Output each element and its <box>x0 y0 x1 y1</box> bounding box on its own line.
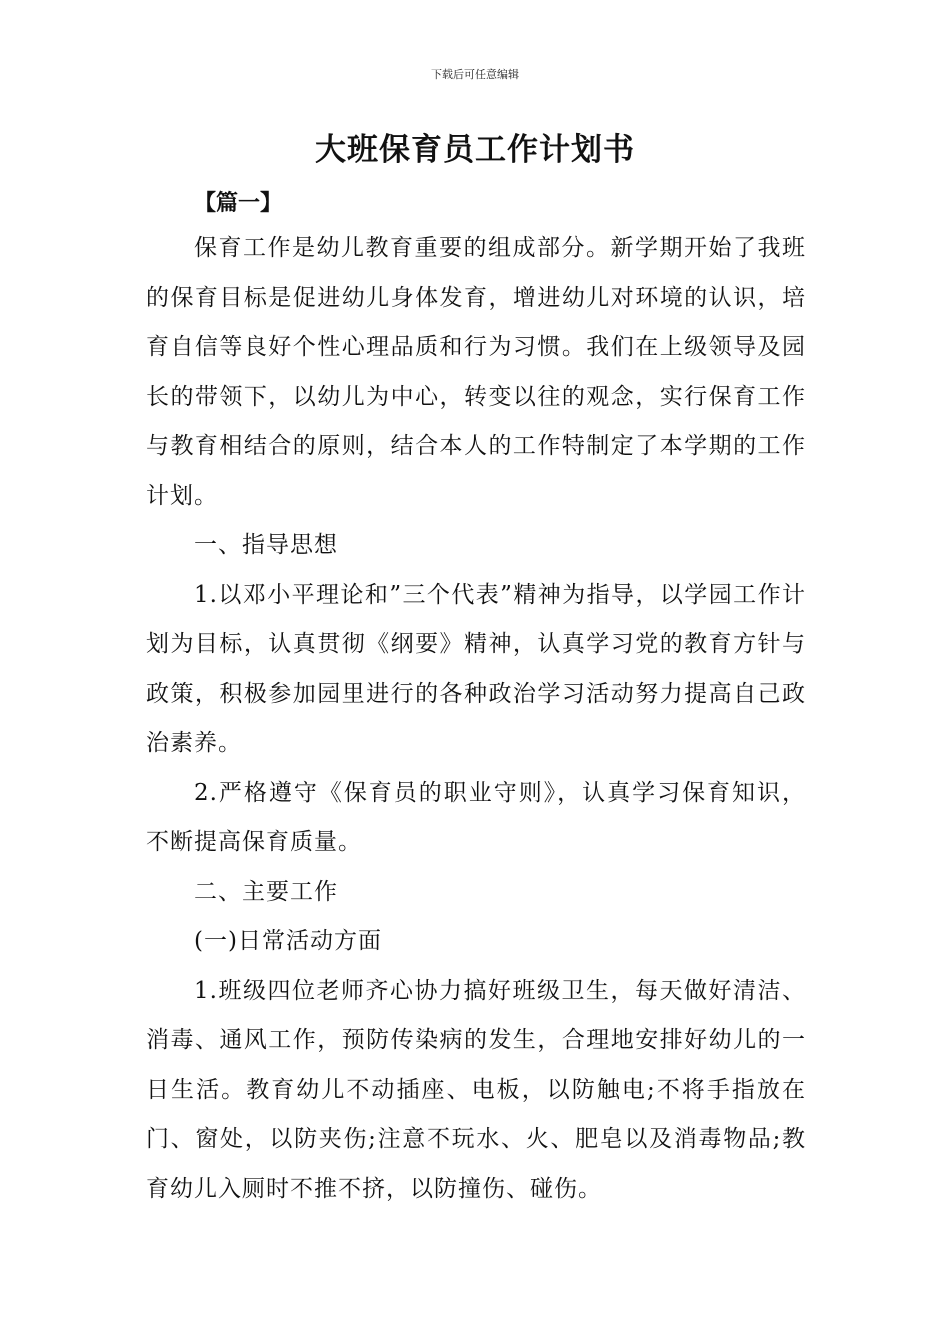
section-tag: 【篇一】 <box>194 190 283 216</box>
subheading-daily-activities: (一)日常活动方面 <box>194 928 382 954</box>
document-body <box>146 224 806 1214</box>
heading-guiding-thought: 一、指导思想 <box>194 532 338 558</box>
paragraph-intro: 保育工作是幼儿教育重要的组成部分。新学期开始了我班的保育目标是促进幼儿身体发育，增进幼儿对环境的认识，培育自信等良好个性心理品质和行为习惯。我们在上级领导及园长的带领下，以幼儿为中心，转变以往的观念，实行保育工作与教育相结合的原则，结合本人的工作特制定了本学期的工作计划。 <box>146 235 806 509</box>
paragraph-daily-1: 1.班级四位老师齐心协力搞好班级卫生，每天做好清洁、消毒、通风工作，预防传染病的发生，合理地安排好幼儿的一日生活。教育幼儿不动插座、电板，以防触电;不将手指放在门、窗处，以防夹伤;注意不玩水、火、肥皂以及消毒物品;教育幼儿入厕时不推不挤，以防撞伤、碰伤。 <box>146 977 806 1202</box>
paragraph-guiding-2: 2.严格遵守《保育员的职业守则》，认真学习保育知识，不断提高保育质量。 <box>146 779 806 855</box>
heading-main-work: 二、主要工作 <box>194 878 338 905</box>
paragraph-guiding-1: 1.以邓小平理论和”三个代表”精神为指导，以学园工作计划为目标，认真贯彻《纲要》精神，认真学习党的教育方针与政策，积极参加园里进行的各种政治学习活动努力提高自己政治素养。 <box>146 581 806 756</box>
header-note: 下载后可任意编辑 <box>431 68 519 81</box>
document-title: 大班保育员工作计划书 <box>315 132 635 168</box>
